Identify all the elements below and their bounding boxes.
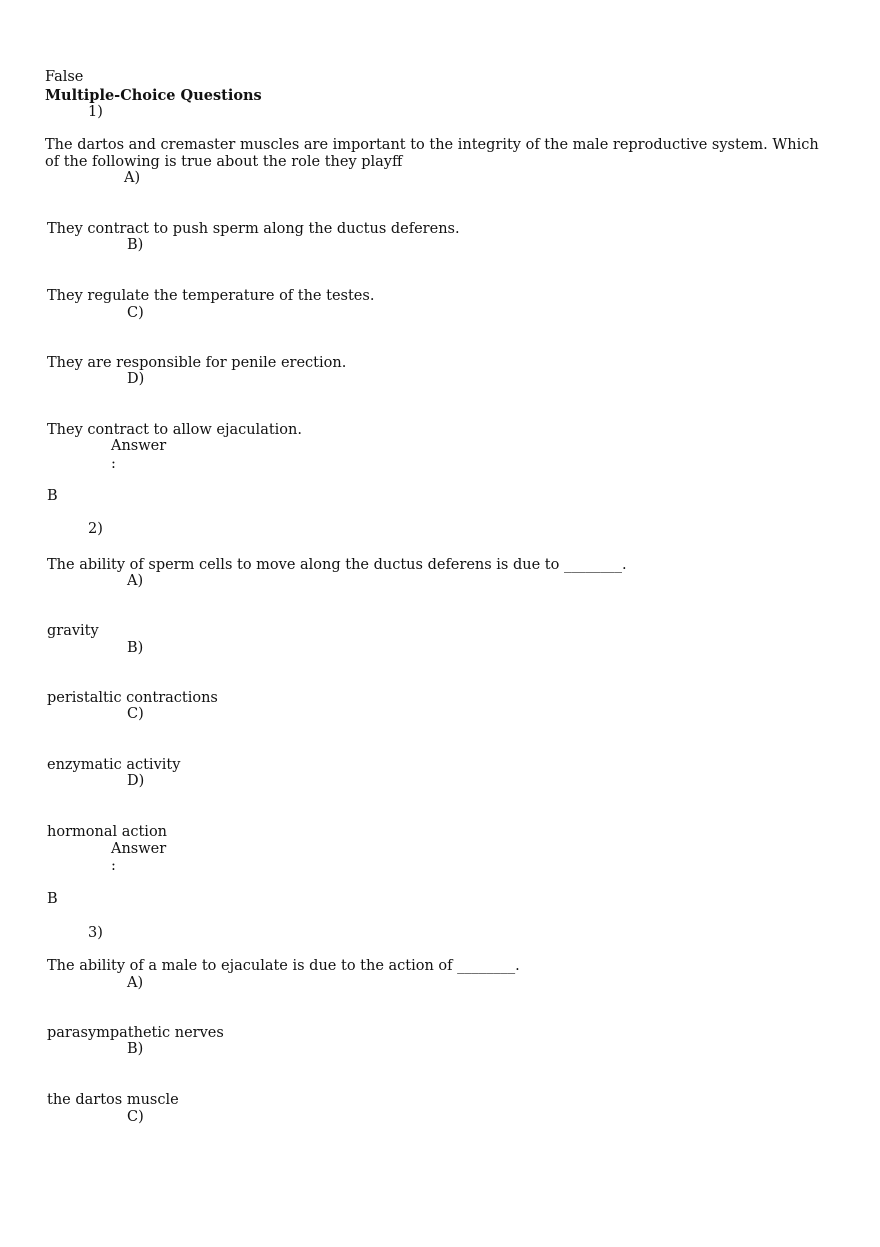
question-number: 3): [88, 925, 103, 941]
option-label: B): [127, 237, 144, 253]
previous-answer: False: [45, 69, 84, 85]
option-text: hormonal action: [47, 824, 168, 840]
answer-value: B: [47, 891, 58, 907]
section-title: Multiple-Choice Questions: [45, 87, 262, 104]
option-text: gravity: [47, 623, 99, 639]
option-label: C): [127, 706, 144, 722]
option-text: parasympathetic nerves: [47, 1025, 224, 1041]
question-text: The ability of a male to ejaculate is due to the action of ________.: [47, 958, 520, 974]
option-text: peristaltic contractions: [47, 690, 218, 706]
option-label: A): [124, 170, 141, 186]
option-label: D): [127, 371, 145, 387]
option-label: A): [127, 975, 144, 991]
answer-value: B: [47, 488, 58, 504]
question-number: 1): [88, 104, 103, 120]
answer-colon: :: [111, 456, 116, 472]
option-label: A): [127, 573, 144, 589]
question-number: 2): [88, 521, 103, 537]
option-label: B): [127, 640, 144, 656]
question-text: The dartos and cremaster muscles are important to the integrity of the male reproductive system. Which of the following is true about the role they playff: [45, 137, 819, 170]
option-text: They are responsible for penile erection.: [47, 355, 347, 371]
answer-colon: :: [111, 858, 116, 874]
option-text: enzymatic activity: [47, 757, 181, 773]
option-label: C): [127, 305, 144, 321]
option-text: They regulate the temperature of the testes.: [47, 288, 375, 304]
option-label: C): [127, 1109, 144, 1125]
option-text: the dartos muscle: [47, 1092, 179, 1108]
question-text: The ability of sperm cells to move along the ductus deferens is due to ________.: [47, 557, 627, 573]
option-label: B): [127, 1041, 144, 1057]
option-label: D): [127, 773, 145, 789]
answer-label: Answer: [111, 841, 167, 857]
option-text: They contract to allow ejaculation.: [47, 422, 302, 438]
answer-label: Answer: [111, 438, 167, 454]
option-text: They contract to push sperm along the ductus deferens.: [47, 221, 460, 237]
